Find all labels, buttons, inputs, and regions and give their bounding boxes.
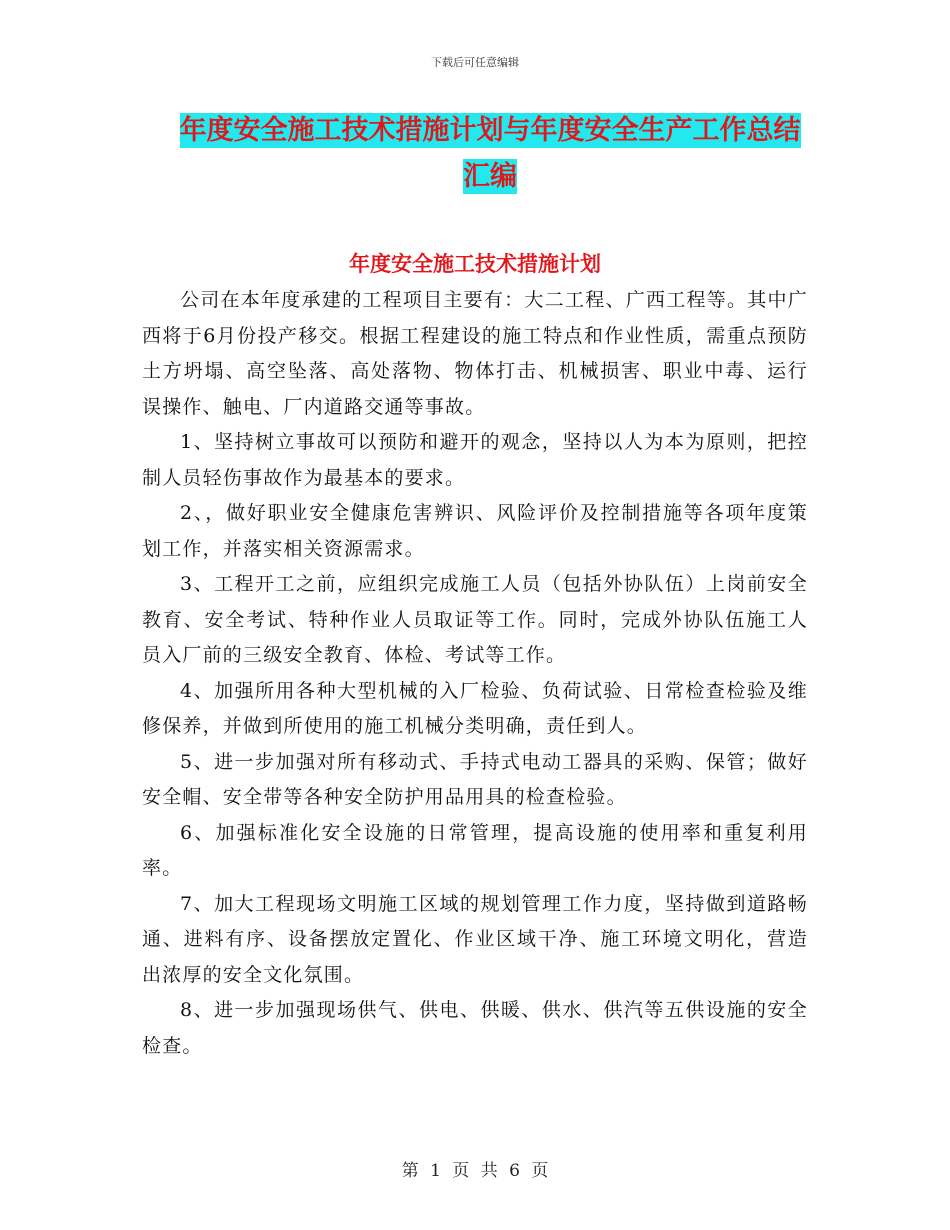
document-title [140, 108, 840, 200]
paragraph-item-6: 6、加强标准化安全设施的日常管理，提高设施的使用率和重复利用率。 [142, 821, 808, 879]
paragraph-item-5: 5、进一步加强对所有移动式、手持式电动工器具的采购、保管；做好安全帽、安全带等各种安全防护用品用具的检查检验。 [142, 750, 808, 808]
header-note: 下载后可任意编辑 [431, 56, 519, 69]
paragraph-item-4: 4、加强所用各种大型机械的入厂检验、负荷试验、日常检查检验及维修保养，并做到所使用的施工机械分类明确，责任到人。 [142, 679, 808, 737]
document-body [142, 283, 808, 1064]
paragraph-item-3: 3、工程开工之前，应组织完成施工人员（包括外协队伍）上岗前安全教育、安全考试、特种作业人员取证等工作。同时，完成外协队伍施工人员入厂前的三级安全教育、体检、考试等工作。 [142, 573, 808, 666]
page-number-footer: 第 1 页 共 6 页 [401, 1161, 549, 1181]
section-title: 年度安全施工技术措施计划 [349, 251, 601, 276]
paragraph-intro: 公司在本年度承建的工程项目主要有：大二工程、广西工程等。其中广西将于6月份投产移交。根据工程建设的施工特点和作业性质，需重点预防土方坍塌、高空坠落、高处落物、物体打击、机械损害、职业中毒、运行误操作、触电、厂内道路交通等事故。 [142, 289, 808, 418]
document-title-line-1: 年度安全施工技术措施计划与年度安全生产工作总结 [179, 115, 801, 146]
paragraph-item-7: 7、加大工程现场文明施工区域的规划管理工作力度，坚持做到道路畅通、进料有序、设备摆放定置化、作业区域干净、施工环境文明化，营造出浓厚的安全文化氛围。 [142, 892, 808, 986]
paragraph-item-1: 1、坚持树立事故可以预防和避开的观念，坚持以人为本为原则，把控制人员轻伤事故作为最基本的要求。 [142, 431, 808, 489]
document-title-line-2: 汇编 [463, 161, 517, 192]
paragraph-item-2: 2、，做好职业安全健康危害辨识、风险评价及控制措施等各项年度策划工作，并落实相关资源需求。 [142, 502, 808, 560]
paragraph-item-8: 8、进一步加强现场供气、供电、供暖、供水、供汽等五供设施的安全检查。 [142, 999, 808, 1057]
